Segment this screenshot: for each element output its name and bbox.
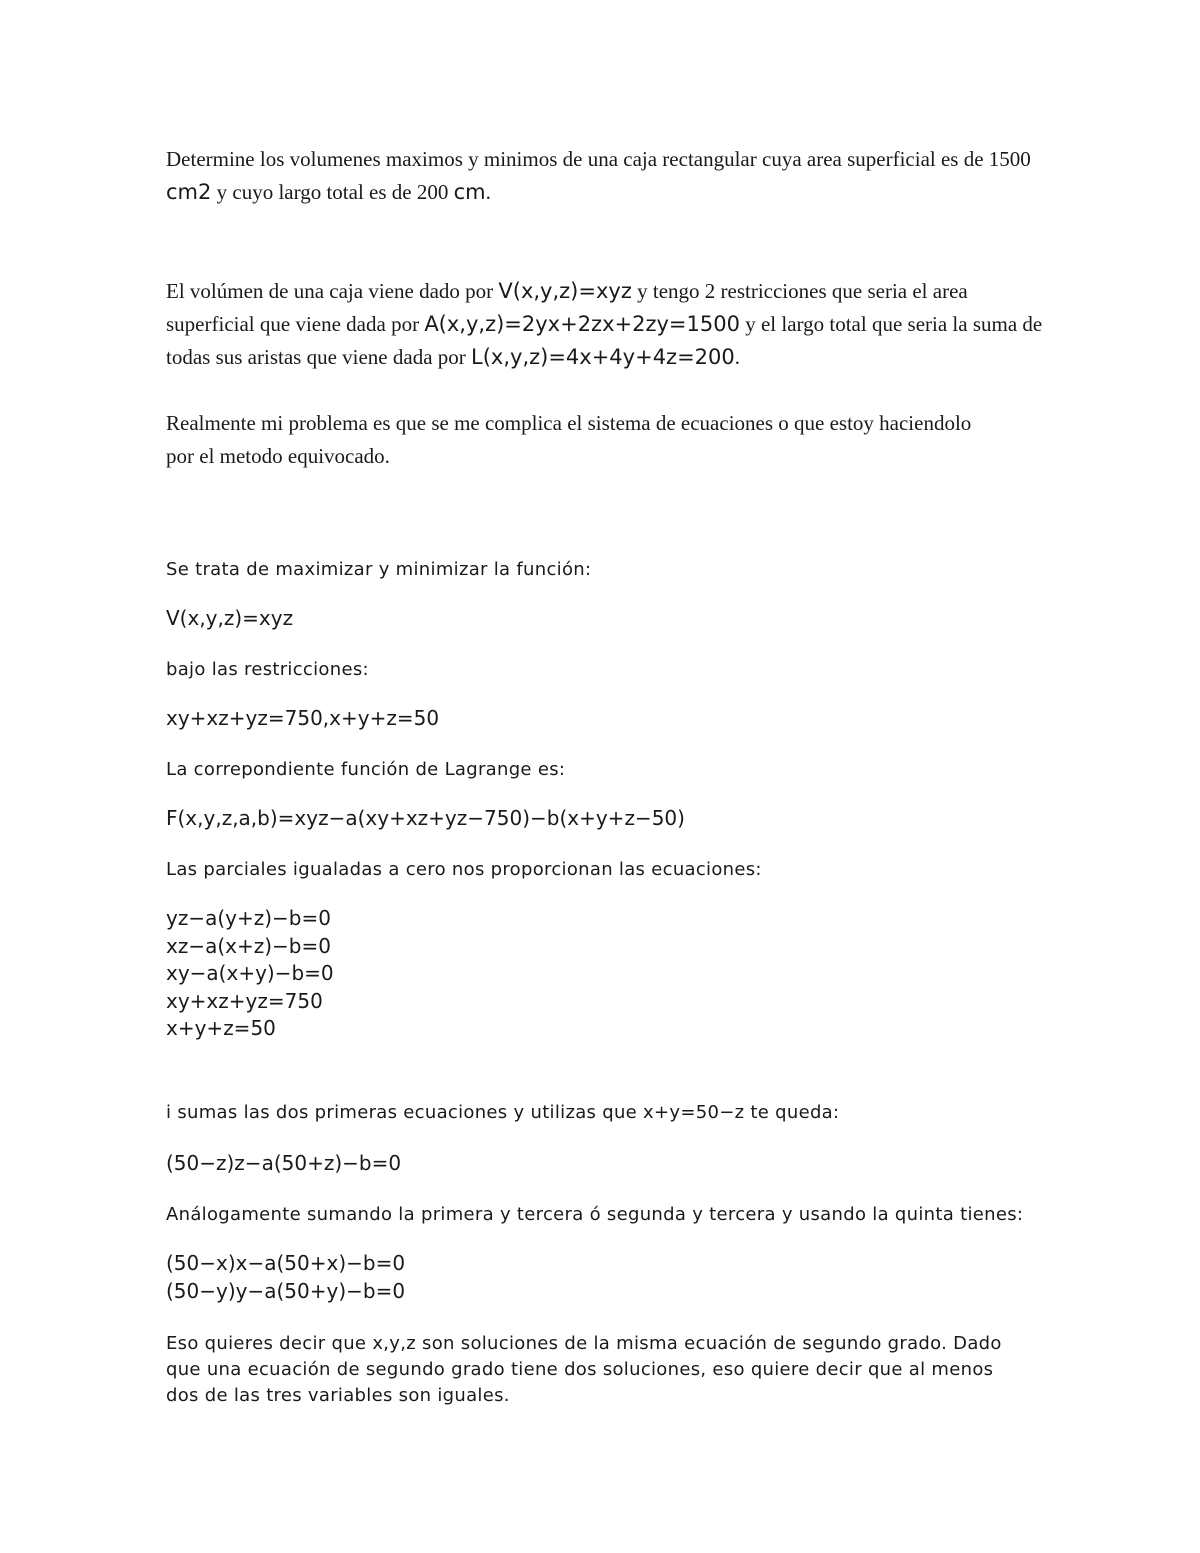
constraints-equation: xy+xz+yz=750,x+y+z=50 — [166, 706, 440, 730]
conclusion — [166, 1331, 1046, 1409]
equation-system — [166, 905, 1046, 1043]
system-equation: xz−a(x+z)−b=0 — [166, 933, 331, 958]
analog-equation: (50−x)x−a(50+x)−b=0 — [166, 1251, 406, 1275]
lagrange-function: F(x,y,z,a,b)=xyz−a(xy+xz+yz−750)−b(x+y+z−50) — [166, 806, 685, 830]
text-run: Determine los volumenes maximos y minimos de una caja rectangular cuya area superficial es de 1500 — [166, 147, 1031, 171]
problem-statement — [166, 143, 1046, 209]
system-equation: xy−a(x+y)−b=0 — [166, 961, 334, 985]
math-volume-formula: V(x,y,z)=xyz — [498, 279, 632, 303]
partials-label: Las parciales igualadas a cero nos proporcionan las ecuaciones: — [166, 859, 762, 880]
problem-description — [166, 275, 1046, 374]
conclusion-line: Eso quieres decir que x,y,z son soluciones de la misma ecuación de segundo grado. Dado — [166, 1333, 1002, 1354]
sum-step-text: i sumas las dos primeras ecuaciones y utilizas que x+y=50−z te queda: — [166, 1102, 840, 1123]
problem-note: Realmente mi problema es que se me complica el sistema de ecuaciones o que estoy haciendolo por el metodo equivocado. — [166, 411, 972, 468]
text-run: y el largo total que seria la suma de todas sus aristas que viene dada por — [166, 312, 1043, 369]
analog-results — [166, 1250, 1046, 1305]
lagrange-label: La correpondiente función de Lagrange es: — [166, 759, 566, 780]
analog-step-text: Análogamente sumando la primera y tercera ó segunda y tercera y usando la quinta tienes: — [166, 1204, 1024, 1225]
text-run: y tengo 2 restricciones que seria el area superficial que viene dada por — [166, 279, 968, 336]
answer-intro: Se trata de maximizar y minimizar la función: — [166, 559, 592, 580]
text-run: y cuyo largo total es de 200 — [211, 180, 454, 204]
objective-function: V(x,y,z)=xyz — [166, 606, 294, 630]
math-area-formula: A(x,y,z)=2yx+2zx+2zy=1500 — [424, 312, 740, 336]
text-run: . — [485, 180, 491, 204]
system-equation: x+y+z=50 — [166, 1016, 276, 1040]
conclusion-line: que una ecuación de segundo grado tiene dos soluciones, eso quiere decir que al menos — [166, 1359, 994, 1380]
system-equation: yz−a(y+z)−b=0 — [166, 906, 331, 930]
math-unit: cm — [453, 180, 486, 204]
math-unit: cm2 — [166, 180, 212, 204]
constraints-label: bajo las restricciones: — [166, 659, 369, 680]
system-equation: xy+xz+yz=750 — [166, 988, 323, 1013]
analog-equation: (50−y)y−a(50+y)−b=0 — [166, 1278, 406, 1303]
conclusion-line: dos de las tres variables son iguales. — [166, 1385, 510, 1406]
math-length-formula: L(x,y,z)=4x+4y+4z=200 — [471, 345, 735, 369]
text-run: El volúmen de una caja viene dado por — [166, 279, 499, 303]
text-run: . — [734, 345, 741, 369]
sum-step-result: (50−z)z−a(50+z)−b=0 — [166, 1151, 402, 1175]
